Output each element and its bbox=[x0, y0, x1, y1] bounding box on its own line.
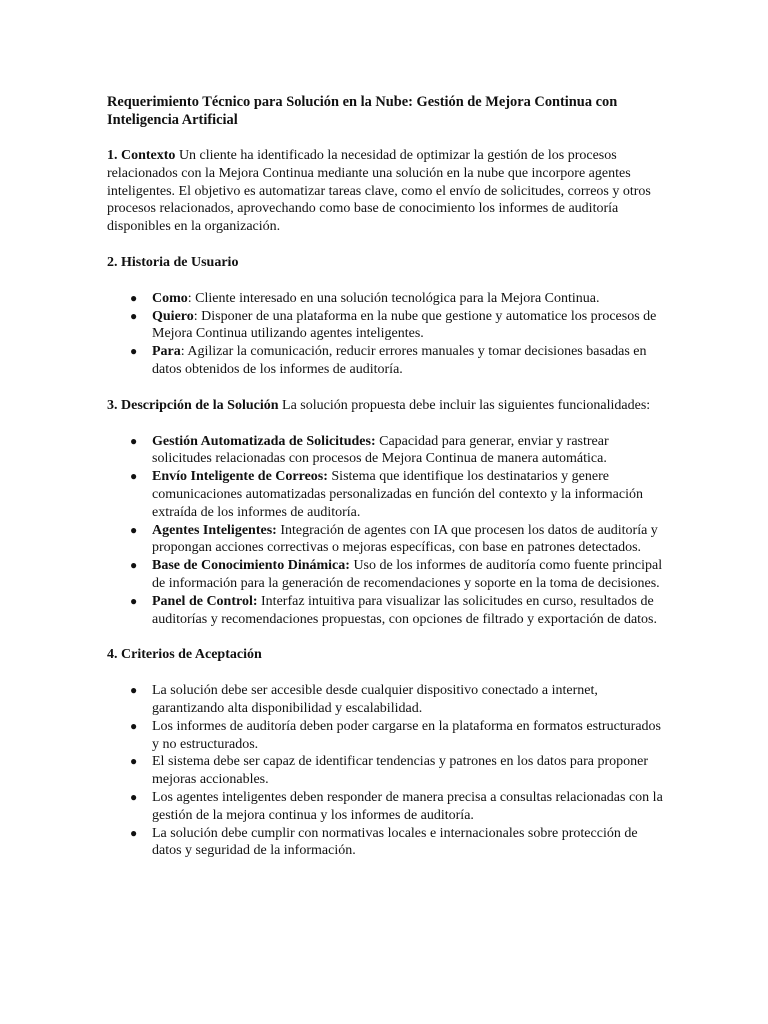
list-item bbox=[130, 468, 667, 521]
list-item-text: Sistema que identifique los destinatarios y genere comunicaciones automatizadas personalizadas en función del contexto y la información extraída de los informes de auditoría. bbox=[152, 469, 643, 520]
list-item-term: Gestión Automatizada de Solicitudes: bbox=[152, 433, 376, 449]
section-descripcion bbox=[107, 397, 667, 415]
list-item-term: Quiero bbox=[152, 308, 194, 324]
list-item-text: La solución debe ser accesible desde cualquier dispositivo conectado a internet, garantizando alta disponibilidad y escalabilidad. bbox=[152, 683, 598, 716]
list-item-text: Uso de los informes de auditoría como fuente principal de información para la generación de recomendaciones y soporte en la toma de decisiones. bbox=[152, 558, 663, 591]
list-item-text: Interfaz intuitiva para visualizar las solicitudes en curso, resultados de auditorías y recomendaciones propuestas, con opciones de filtrado y exportación de datos. bbox=[152, 593, 658, 627]
list-item bbox=[130, 522, 667, 558]
bullet-icon: ● bbox=[130, 718, 138, 733]
list-item bbox=[130, 593, 667, 629]
list-item-text: La solución debe cumplir con normativas locales e internacionales sobre protección de datos y seguridad de la información. bbox=[152, 825, 638, 859]
document-page bbox=[107, 93, 667, 878]
list-item bbox=[130, 433, 667, 469]
list-item-text: : Agilizar la comunicación, reducir errores manuales y tomar decisiones basadas en datos obtenidos de los informes de auditoría. bbox=[152, 344, 647, 377]
list-item bbox=[130, 557, 667, 593]
list-item-term: Para bbox=[152, 344, 181, 360]
section-contexto bbox=[107, 147, 667, 236]
criterios-list bbox=[107, 682, 667, 860]
list-item-term: Agentes Inteligentes: bbox=[152, 522, 277, 538]
bullet-icon: ● bbox=[130, 308, 138, 323]
historia-list bbox=[107, 290, 667, 379]
section-heading-descripcion: 3. Descripción de la Solución bbox=[107, 397, 279, 413]
list-item-term: Envío Inteligente de Correos: bbox=[152, 469, 328, 485]
bullet-icon: ● bbox=[130, 558, 138, 573]
list-item-term: Panel de Control: bbox=[152, 593, 258, 609]
bullet-icon: ● bbox=[130, 469, 138, 484]
document-title: Requerimiento Técnico para Solución en la Nube: Gestión de Mejora Continua con Inteligencia Artificial bbox=[107, 94, 618, 128]
bullet-icon: ● bbox=[130, 290, 138, 305]
bullet-icon: ● bbox=[130, 344, 138, 359]
list-item bbox=[130, 290, 667, 308]
list-item bbox=[130, 789, 667, 825]
section-heading-historia: 2. Historia de Usuario bbox=[107, 254, 239, 270]
bullet-icon: ● bbox=[130, 433, 138, 448]
funcionalidades-list bbox=[107, 433, 667, 629]
bullet-icon: ● bbox=[130, 789, 138, 804]
bullet-icon: ● bbox=[130, 825, 138, 840]
list-item-text: Integración de agentes con IA que procesen los datos de auditoría y propongan acciones correctivas o mejoras específicas, con base en patrones detectados. bbox=[152, 522, 658, 556]
list-item bbox=[130, 343, 667, 379]
list-item bbox=[130, 825, 667, 861]
list-item-text: : Cliente interesado en una solución tecnológica para la Mejora Continua. bbox=[187, 290, 600, 306]
list-item-text: Los agentes inteligentes deben responder de manera precisa a consultas relacionadas con la gestión de la mejora continua y los informes de auditoría. bbox=[152, 789, 663, 823]
list-item-text: El sistema debe ser capaz de identificar tendencias y patrones en los datos para proponer mejoras accionables. bbox=[152, 754, 649, 788]
list-item-text: Capacidad para generar, enviar y rastrear solicitudes relacionadas con procesos de Mejora Continua de manera automática. bbox=[152, 433, 609, 467]
list-item-term: Base de Conocimiento Dinámica: bbox=[152, 558, 350, 574]
contexto-text: Un cliente ha identificado la necesidad de optimizar la gestión de los procesos relacionados con la Mejora Continua mediante una solución en la nube que incorpore agentes inteligentes. El objetivo es automatizar tareas clave, como el envío de solicitudes, correos y otros procesos relacionados, aprovechando como base de conocimiento los informes de auditoría disponibles en la organización. bbox=[107, 148, 651, 235]
list-item bbox=[130, 753, 667, 789]
list-item-text: Los informes de auditoría deben poder cargarse en la plataforma en formatos estructurados y no estructurados. bbox=[152, 718, 661, 752]
bullet-icon: ● bbox=[130, 754, 138, 769]
section-heading-criterios: 4. Criterios de Aceptación bbox=[107, 647, 262, 663]
section-heading-contexto: 1. Contexto bbox=[107, 148, 176, 163]
bullet-icon: ● bbox=[130, 593, 138, 608]
list-item-text: : Disponer de una plataforma en la nube que gestione y automatice los procesos de Mejora Continua utilizando agentes inteligentes. bbox=[152, 308, 657, 342]
list-item bbox=[130, 682, 667, 718]
bullet-icon: ● bbox=[130, 522, 138, 537]
list-item-term: Como bbox=[152, 290, 188, 306]
bullet-icon: ● bbox=[130, 683, 138, 698]
list-item bbox=[130, 718, 667, 754]
list-item bbox=[130, 308, 667, 344]
descripcion-intro: La solución propuesta debe incluir las siguientes funcionalidades: bbox=[278, 397, 651, 413]
